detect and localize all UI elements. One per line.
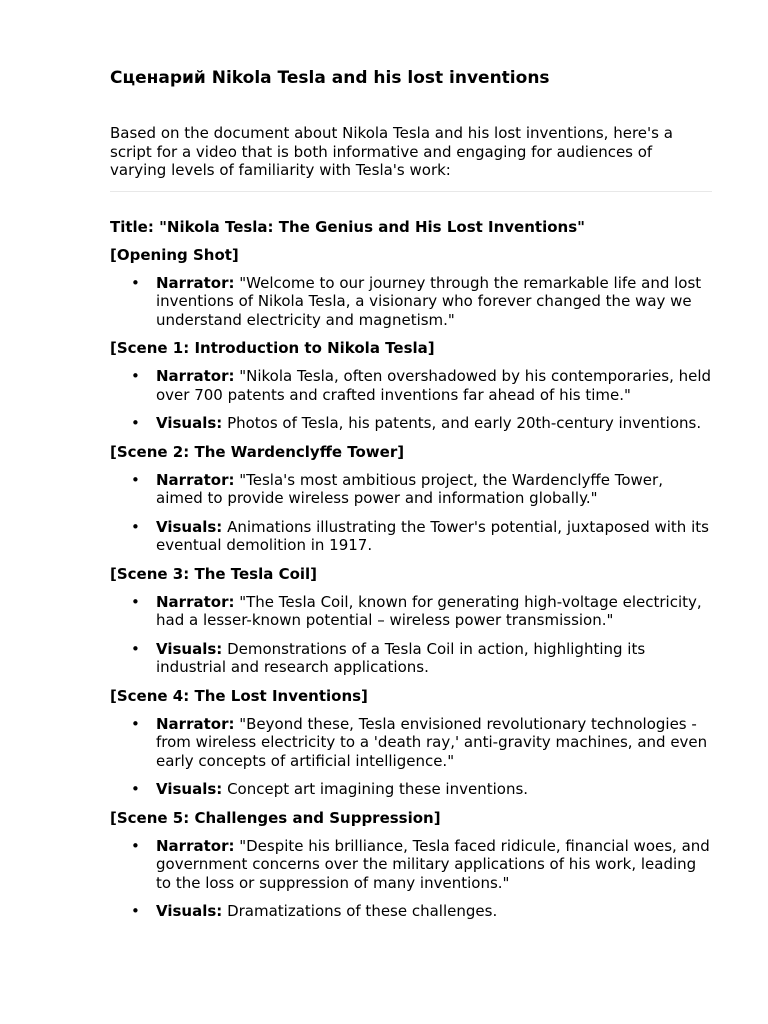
list-item [110, 640, 712, 677]
script-sections [110, 246, 712, 921]
item-text: Dramatizations of these challenges. [222, 902, 498, 920]
bullet-icon: • [131, 902, 140, 920]
document-page [110, 66, 712, 931]
list-item [110, 518, 712, 555]
bullet-icon: • [131, 639, 140, 658]
item-label: Narrator: [156, 714, 235, 733]
list-item [110, 780, 712, 799]
item-label: Visuals: [156, 780, 223, 798]
section-heading: [Scene 5: Challenges and Suppression] [110, 808, 441, 827]
divider [110, 191, 712, 192]
list-item [110, 367, 712, 404]
list-item [110, 471, 712, 508]
section-heading: [Scene 4: The Lost Inventions] [110, 686, 368, 705]
item-label: Narrator: [156, 836, 235, 855]
item-text: "Despite his brilliance, Tesla faced ridicule, financial woes, and government concerns over the military applications of his work, leading to the loss or suppression of many inventions." [156, 836, 710, 892]
item-text: "Nikola Tesla, often overshadowed by his contemporaries, held over 700 patents and crafted inventions far ahead of his time." [156, 367, 712, 404]
item-label: Visuals: [156, 639, 223, 658]
list-item [110, 414, 712, 433]
item-text: Animations illustrating the Tower's potential, juxtaposed with its eventual demolition in 1917. [156, 517, 709, 554]
section-item-list [110, 274, 712, 330]
bullet-icon: • [131, 273, 140, 292]
item-label: Narrator: [156, 273, 235, 292]
item-label: Narrator: [156, 367, 235, 385]
item-text: "Welcome to our journey through the remarkable life and lost inventions of Nikola Tesla, a visionary who forever changed the way we understand electricity and magnetism." [156, 273, 702, 329]
bullet-icon: • [131, 780, 140, 798]
bullet-icon: • [131, 592, 140, 611]
list-item [110, 274, 712, 330]
bullet-icon: • [131, 517, 140, 536]
section-heading: [Scene 2: The Wardenclyffe Tower] [110, 442, 405, 461]
item-label: Visuals: [156, 517, 223, 536]
script-title: Title: "Nikola Tesla: The Genius and His Lost Inventions" [110, 217, 585, 236]
section-item-list [110, 715, 712, 799]
section-item-list [110, 837, 712, 921]
item-text: "Tesla's most ambitious project, the Wardenclyffe Tower, aimed to provide wireless power and information globally." [156, 470, 663, 507]
section-heading: [Opening Shot] [110, 245, 239, 264]
item-label: Narrator: [156, 592, 235, 611]
item-text: Demonstrations of a Tesla Coil in action, highlighting its industrial and research applications. [156, 639, 646, 676]
section-item-list [110, 471, 712, 555]
item-text: Photos of Tesla, his patents, and early 20th-century inventions. [222, 414, 702, 432]
bullet-icon: • [131, 714, 140, 733]
list-item [110, 715, 712, 771]
list-item [110, 837, 712, 893]
item-text: "Beyond these, Tesla envisioned revolutionary technologies - from wireless electricity to a 'death ray,' anti-gravity machines, and even early concepts of artificial intelligence." [156, 714, 708, 770]
bullet-icon: • [131, 367, 140, 385]
list-item [110, 593, 712, 630]
bullet-icon: • [131, 836, 140, 855]
section-heading: [Scene 1: Introduction to Nikola Tesla] [110, 339, 435, 357]
bullet-icon: • [131, 414, 140, 432]
item-label: Visuals: [156, 902, 223, 920]
intro-paragraph: Based on the document about Nikola Tesla and his lost inventions, here's a script for a video that is both informative and engaging for audiences of varying levels of familiarity with Tesla's work: [110, 124, 673, 179]
item-label: Narrator: [156, 470, 235, 489]
item-text: Concept art imagining these inventions. [222, 780, 529, 798]
bullet-icon: • [131, 470, 140, 489]
item-label: Visuals: [156, 414, 223, 432]
section-item-list [110, 367, 712, 433]
section-heading: [Scene 3: The Tesla Coil] [110, 564, 318, 583]
section-item-list [110, 593, 712, 677]
list-item [110, 902, 712, 921]
document-title: Сценарий Nikola Tesla and his lost inventions [110, 68, 550, 88]
item-text: "The Tesla Coil, known for generating high-voltage electricity, had a lesser-known potential – wireless power transmission." [156, 592, 702, 629]
